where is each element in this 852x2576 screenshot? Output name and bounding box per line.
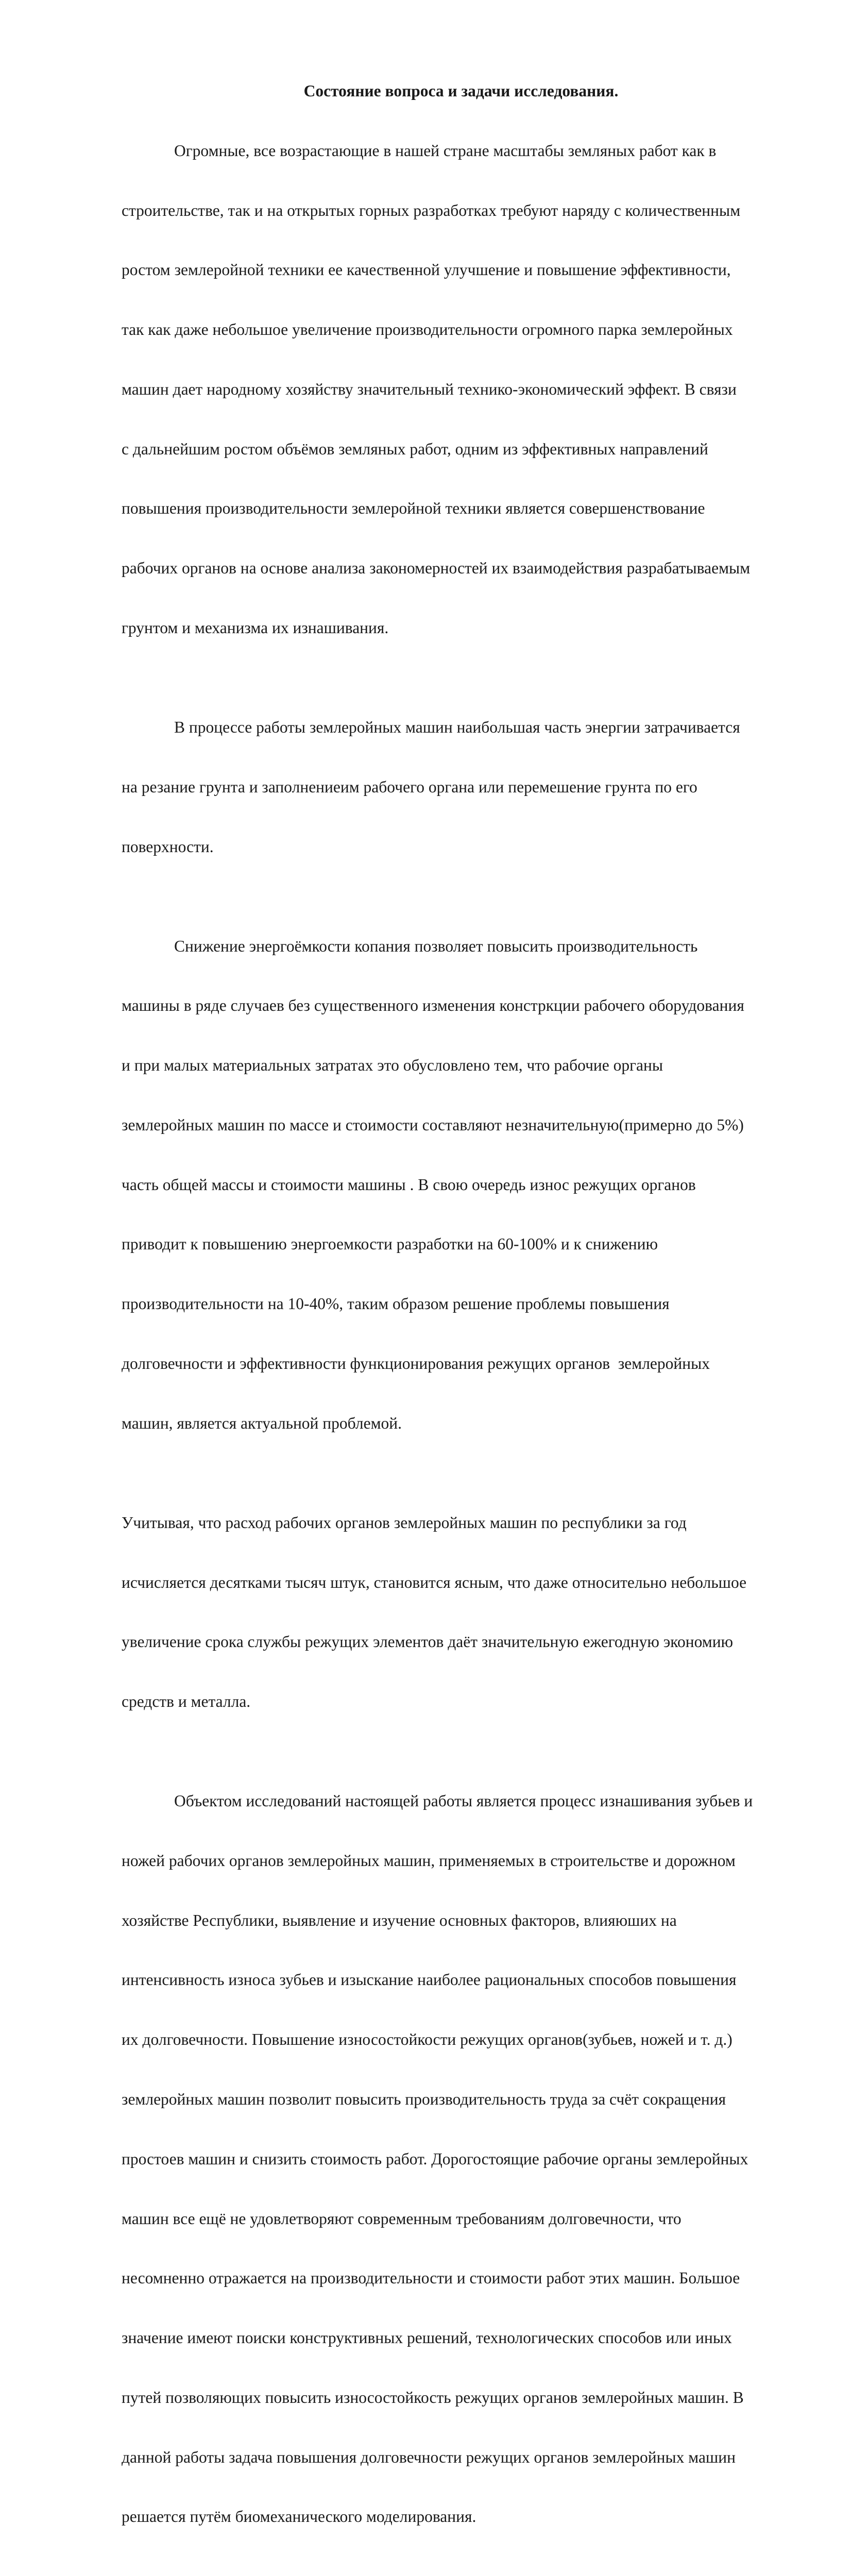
text-line: Учитывая, что расход рабочих органов землеройных машин по республики за год — [122, 1513, 687, 1532]
text-line: хозяйстве Республики, выявление и изучение основных факторов, влияюших на — [122, 1911, 677, 1929]
text-line: значение имеют поиски конструктивных решений, технологических способов или иных — [122, 2329, 732, 2347]
text-line: средств и металла. — [122, 1692, 251, 1711]
paragraph-2 — [122, 678, 796, 897]
text-line: грунтом и механизма их изнашивания. — [122, 619, 389, 637]
text-line: землеройных машин позволит повысить производительность труда за счёт сокращения — [122, 2090, 726, 2108]
text-line: часть общей массы и стоимости машины . В свою очередь износ режущих органов — [122, 1175, 696, 1194]
text-line: В процессе работы землеройных машин наибольшая часть энергии затрачивается — [174, 718, 740, 736]
text-line: долговечности и эффективности функционирования режущих органов землеройных — [122, 1354, 710, 1372]
text-line: путей позволяющих повысить износостойкость режущих органов землеройных машин. В — [122, 2388, 744, 2406]
text-line: так как даже небольшое увеличение производительности огромного парка землеройных — [122, 320, 733, 339]
text-line: на резание грунта и заполнениеим рабочего органа или перемешение грунта по его — [122, 777, 697, 796]
text-line: Объектом исследований настоящей работы является процесс изнашивания зубьев и — [174, 1792, 753, 1810]
text-line: Снижение энергоёмкости копания позволяет повысить производительность — [174, 937, 698, 955]
text-line: исчисляется десятками тысяч штук, становится ясным, что даже относительно небольшое — [122, 1573, 747, 1591]
document-body — [122, 81, 796, 2576]
paragraph-5 — [122, 1752, 796, 2567]
paragraph-6 — [122, 2567, 796, 2576]
text-line: приводит к повышению энергоемкости разработки на 60-100% и к снижению — [122, 1235, 658, 1253]
text-line: Огромные, все возрастающие в нашей стране масштабы земляных работ как в — [174, 141, 717, 160]
text-line: строительстве, так и на открытых горных разработках требуют наряду с количественным — [122, 201, 741, 219]
text-line: производительности на 10-40%, таким образом решение проблемы повышения — [122, 1295, 670, 1313]
text-line: решается путём биомеханического моделирования. — [122, 2507, 476, 2526]
text-line: поверхности. — [122, 837, 214, 856]
paragraph-3 — [122, 896, 796, 1473]
text-line: их долговечности. Повышение износостойкости режущих органов(зубьев, ножей и т. д.) — [122, 2030, 732, 2049]
text-line: повышения производительности землеройной техники является совершенствование — [122, 499, 705, 518]
text-line: и при малых материальных затратах это обусловлено тем, что рабочие органы — [122, 1056, 663, 1075]
text-line: несомненно отражается на производительности и стоимости работ этих машин. Большое — [122, 2269, 740, 2287]
text-line: с дальнейшим ростом объёмов земляных работ, одним из эффективных направлений — [122, 439, 708, 458]
text-line: машин, является актуальной проблемой. — [122, 1414, 402, 1432]
text-line: интенсивность износа зубьев и изыскание наиболее рациональных способов повышения — [122, 1971, 737, 1989]
page-title: Состояние вопроса и задачи исследования. — [303, 82, 619, 100]
text-line: машин все ещё не удовлетворяют современным требованиям долговечности, что — [122, 2209, 681, 2228]
text-line: машины в ряде случаев без существенного изменения констркции рабочего оборудования — [122, 996, 744, 1015]
text-line: простоев машин и снизить стоимость работ. Дорогостоящие рабочие органы землеройных — [122, 2149, 748, 2168]
paragraph-1 — [122, 101, 796, 678]
text-line: рабочих органов на основе анализа закономерностей их взаимодействия разрабатываемым — [122, 559, 751, 578]
paragraph-4 — [122, 1473, 796, 1752]
text-line: машин дает народному хозяйству значительный технико-экономический эффект. В связи — [122, 380, 737, 398]
text-line: данной работы задача повышения долговечности режущих органов землеройных машин — [122, 2448, 736, 2466]
text-line: ростом землеройной техники ее качественной улучшение и повышение эффективности, — [122, 261, 731, 279]
text-line: ножей рабочих органов землеройных машин, применяемых в строительстве и дорожном — [122, 1851, 736, 1870]
text-line: землеройных машин по массе и стоимости составляют незначительную(примерно до 5%) — [122, 1115, 744, 1134]
text-line: увеличение срока службы режущих элементов даёт значительную ежегодную экономию — [122, 1633, 734, 1651]
